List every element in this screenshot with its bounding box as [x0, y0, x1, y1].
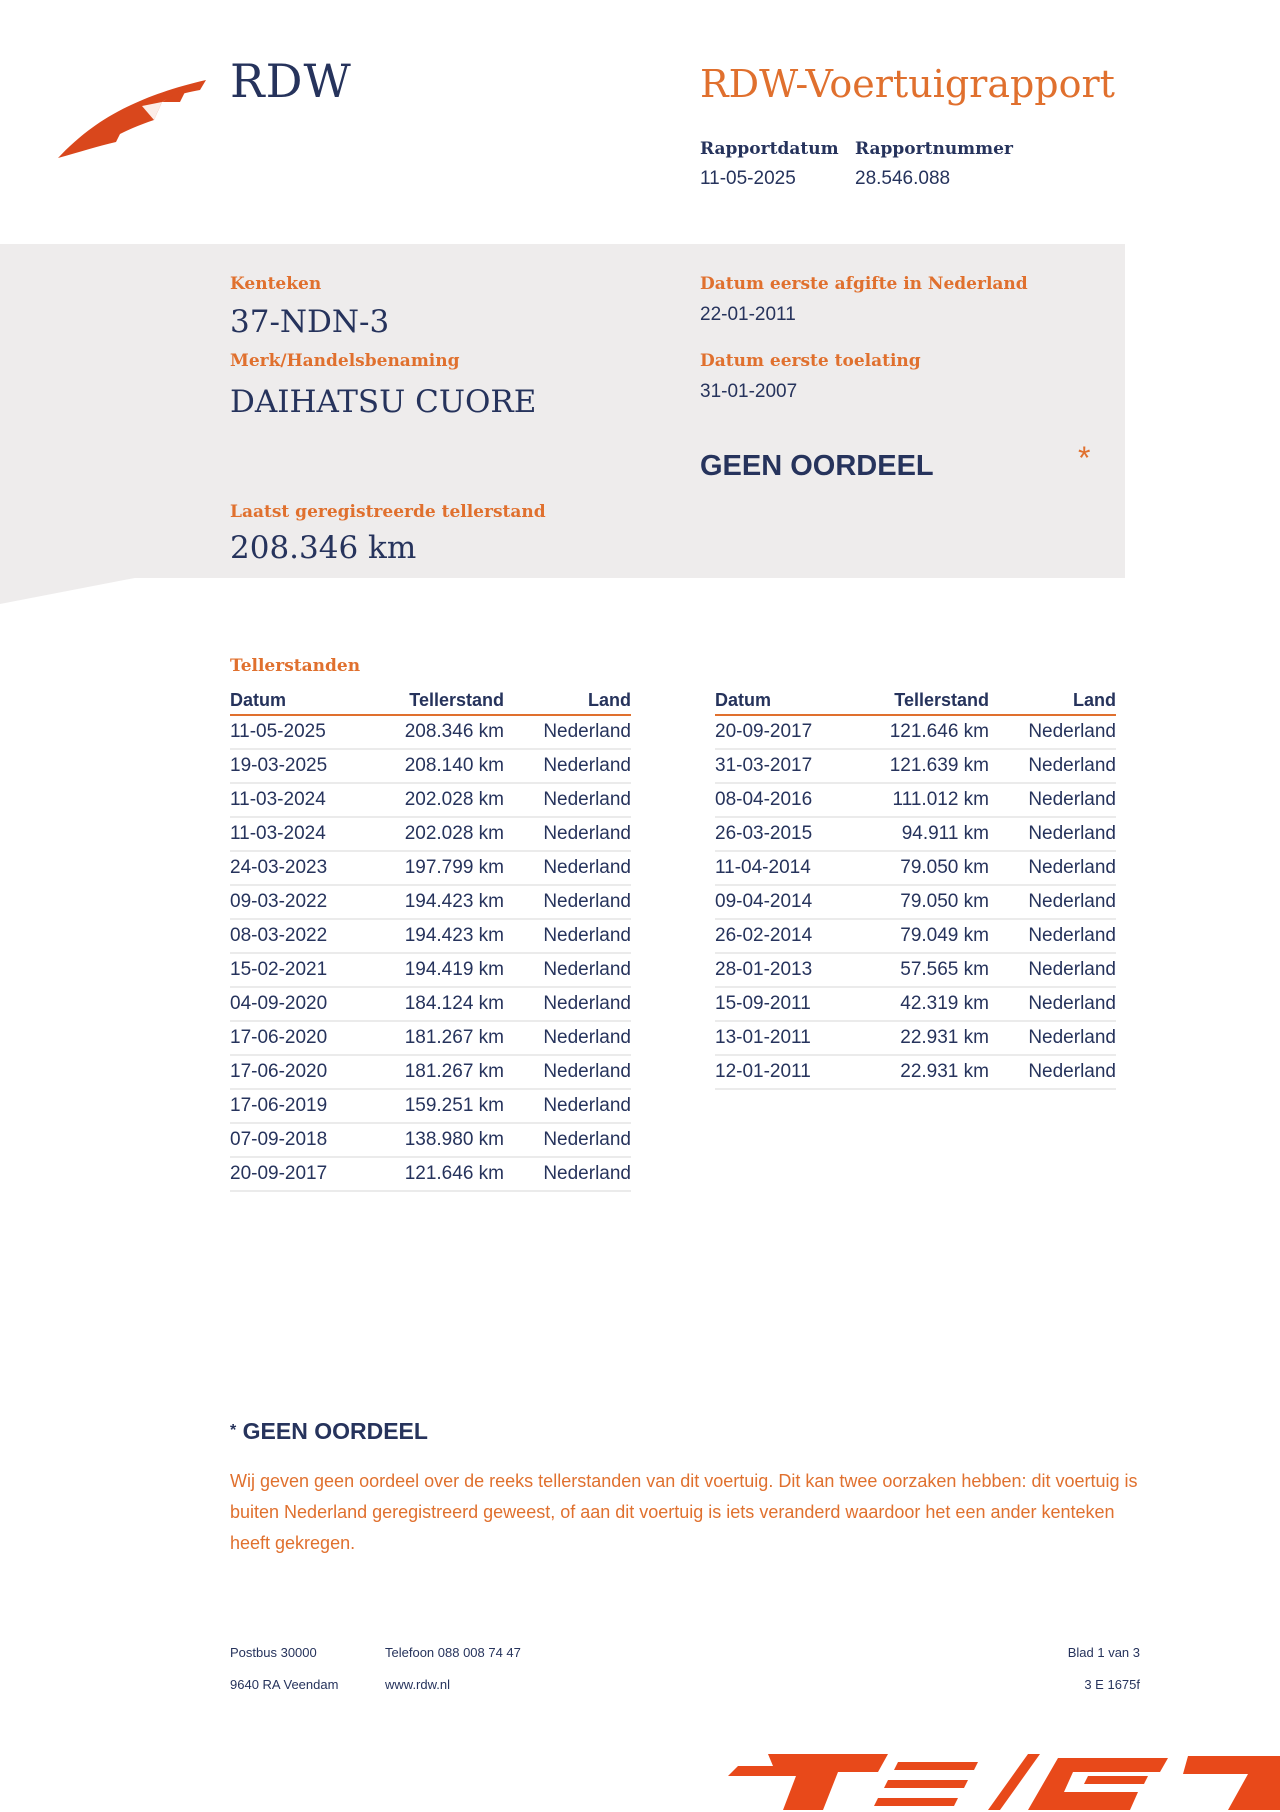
reading-date: 11-03-2024 — [230, 783, 362, 817]
reading-date: 11-04-2014 — [715, 851, 847, 885]
reading-date: 09-04-2014 — [715, 885, 847, 919]
table-row — [715, 1021, 1116, 1055]
report-date: 11-05-2025 — [700, 168, 796, 189]
table-row — [715, 851, 1116, 885]
reading-date: 09-03-2022 — [230, 885, 362, 919]
reading-date: 08-03-2022 — [230, 919, 362, 953]
reading-country: Nederland — [504, 885, 631, 919]
make-value: DAIHATSU CUORE — [230, 384, 537, 420]
reading-country: Nederland — [989, 851, 1116, 885]
reading-value: 111.012 km — [847, 783, 989, 817]
reading-value: 121.646 km — [847, 715, 989, 749]
verdict-text: GEEN OORDEEL — [700, 450, 934, 482]
table-row — [230, 1021, 631, 1055]
reading-value: 79.050 km — [847, 885, 989, 919]
reading-value: 22.931 km — [847, 1021, 989, 1055]
reading-date: 11-05-2025 — [230, 715, 362, 749]
reading-date: 20-09-2017 — [230, 1157, 362, 1191]
reading-value: 184.124 km — [362, 987, 504, 1021]
reading-country: Nederland — [504, 987, 631, 1021]
column-header-country: Land — [504, 688, 631, 715]
table-row — [230, 885, 631, 919]
column-header-reading: Tellerstand — [847, 688, 989, 715]
reading-country: Nederland — [504, 715, 631, 749]
table-row — [230, 1157, 631, 1191]
reading-value: 159.251 km — [362, 1089, 504, 1123]
reading-date: 13-01-2011 — [715, 1021, 847, 1055]
reading-date: 08-04-2016 — [715, 783, 847, 817]
first-admission-label: Datum eerste toelating — [700, 351, 921, 371]
decorative-stripes-icon — [728, 1752, 1280, 1812]
reading-date: 19-03-2025 — [230, 749, 362, 783]
reading-value: 79.050 km — [847, 851, 989, 885]
reading-date: 24-03-2023 — [230, 851, 362, 885]
table-row — [230, 1123, 631, 1157]
reading-country: Nederland — [504, 919, 631, 953]
reading-date: 28-01-2013 — [715, 953, 847, 987]
reading-date: 11-03-2024 — [230, 817, 362, 851]
footer-website[interactable]: www.rdw.nl — [385, 1677, 451, 1692]
table-row — [715, 953, 1116, 987]
reading-value: 42.319 km — [847, 987, 989, 1021]
reading-value: 194.419 km — [362, 953, 504, 987]
reading-country: Nederland — [989, 953, 1116, 987]
reading-country: Nederland — [504, 749, 631, 783]
table-row — [230, 783, 631, 817]
reading-value: 202.028 km — [362, 783, 504, 817]
readings-title: Tellerstanden — [230, 656, 361, 676]
reading-value: 208.140 km — [362, 749, 504, 783]
footer-address-line1: Postbus 30000 — [230, 1645, 317, 1660]
footer-code: 3 E 1675f — [1084, 1677, 1140, 1692]
reading-country: Nederland — [504, 783, 631, 817]
table-row — [230, 851, 631, 885]
table-row — [715, 919, 1116, 953]
reading-country: Nederland — [504, 851, 631, 885]
readings-table-left — [230, 688, 631, 1192]
first-nl-value: 22-01-2011 — [700, 304, 796, 325]
reading-country: Nederland — [504, 1123, 631, 1157]
reading-value: 94.911 km — [847, 817, 989, 851]
reading-value: 121.639 km — [847, 749, 989, 783]
reading-date: 07-09-2018 — [230, 1123, 362, 1157]
table-row — [715, 715, 1116, 749]
reading-country: Nederland — [504, 1157, 631, 1191]
reading-value: 194.423 km — [362, 919, 504, 953]
reading-country: Nederland — [989, 817, 1116, 851]
table-row — [715, 749, 1116, 783]
reading-country: Nederland — [989, 885, 1116, 919]
footer-phone: Telefoon 088 008 74 47 — [385, 1645, 521, 1660]
reading-date: 17-06-2020 — [230, 1021, 362, 1055]
table-row — [715, 817, 1116, 851]
table-row — [715, 783, 1116, 817]
panel-notch — [0, 576, 145, 604]
reading-value: 202.028 km — [362, 817, 504, 851]
reading-value: 22.931 km — [847, 1055, 989, 1089]
reading-country: Nederland — [989, 919, 1116, 953]
reading-date: 20-09-2017 — [715, 715, 847, 749]
reading-date: 15-02-2021 — [230, 953, 362, 987]
reading-country: Nederland — [989, 987, 1116, 1021]
table-row — [230, 1089, 631, 1123]
column-header-date: Datum — [230, 688, 362, 715]
reading-country: Nederland — [989, 1021, 1116, 1055]
reading-country: Nederland — [504, 953, 631, 987]
last-reading-value: 208.346 km — [230, 530, 417, 566]
reading-value: 181.267 km — [362, 1021, 504, 1055]
reading-value: 208.346 km — [362, 715, 504, 749]
report-number: 28.546.088 — [855, 168, 951, 189]
first-nl-label: Datum eerste afgifte in Nederland — [700, 274, 1028, 294]
reading-value: 181.267 km — [362, 1055, 504, 1089]
reading-country: Nederland — [989, 783, 1116, 817]
reading-date: 04-09-2020 — [230, 987, 362, 1021]
report-number-label: Rapportnummer — [855, 139, 1013, 159]
table-row — [230, 749, 631, 783]
plate-label: Kenteken — [230, 274, 322, 294]
reading-country: Nederland — [989, 715, 1116, 749]
footer-page-number: Blad 1 van 3 — [1067, 1645, 1140, 1660]
reading-date: 17-06-2020 — [230, 1055, 362, 1089]
last-reading-label: Laatst geregistreerde tellerstand — [230, 502, 546, 522]
table-row — [230, 953, 631, 987]
reading-date: 15-09-2011 — [715, 987, 847, 1021]
table-row — [230, 987, 631, 1021]
make-label: Merk/Handelsbenaming — [230, 351, 460, 371]
table-row — [230, 1055, 631, 1089]
verdict-footnote-marker: * — [1078, 440, 1091, 476]
reading-value: 57.565 km — [847, 953, 989, 987]
reading-date: 26-02-2014 — [715, 919, 847, 953]
footnote-heading-text: GEEN OORDEEL — [242, 1418, 428, 1444]
report-date-label: Rapportdatum — [700, 139, 839, 159]
footnote-text: Wij geven geen oordeel over de reeks tellerstanden van dit voertuig. Dit kan twee oorzaken hebben: dit voertuig is buiten Nederland geregistreerd geweest, of aan dit voertuig is iets veranderd waardoor het een ander kenteken heeft gekregen. — [230, 1471, 1138, 1553]
vehicle-summary-panel — [0, 244, 1125, 578]
reading-country: Nederland — [504, 1021, 631, 1055]
reading-country: Nederland — [504, 817, 631, 851]
readings-table-right — [715, 688, 1116, 1090]
table-row — [230, 715, 631, 749]
reading-country: Nederland — [504, 1055, 631, 1089]
plate-value: 37-NDN-3 — [230, 304, 390, 340]
reading-value: 197.799 km — [362, 851, 504, 885]
column-header-date: Datum — [715, 688, 847, 715]
reading-value: 138.980 km — [362, 1123, 504, 1157]
column-header-reading: Tellerstand — [362, 688, 504, 715]
reading-country: Nederland — [989, 1055, 1116, 1089]
footnote-heading — [230, 1418, 428, 1445]
footer-address-line2: 9640 RA Veendam — [230, 1677, 339, 1692]
table-row — [715, 1055, 1116, 1089]
table-row — [230, 817, 631, 851]
reading-date: 17-06-2019 — [230, 1089, 362, 1123]
table-row — [715, 987, 1116, 1021]
report-title: RDW-Voertuigrapport — [700, 62, 1115, 106]
reading-value: 121.646 km — [362, 1157, 504, 1191]
first-admission-value: 31-01-2007 — [700, 381, 798, 402]
footnote-marker: * — [230, 1422, 237, 1439]
brand-name: RDW — [230, 54, 352, 108]
reading-date: 31-03-2017 — [715, 749, 847, 783]
column-header-country: Land — [989, 688, 1116, 715]
reading-date: 12-01-2011 — [715, 1055, 847, 1089]
rdw-logo-icon — [58, 76, 208, 160]
reading-value: 79.049 km — [847, 919, 989, 953]
reading-country: Nederland — [989, 749, 1116, 783]
table-row — [715, 885, 1116, 919]
reading-date: 26-03-2015 — [715, 817, 847, 851]
reading-country: Nederland — [504, 1089, 631, 1123]
table-row — [230, 919, 631, 953]
reading-value: 194.423 km — [362, 885, 504, 919]
